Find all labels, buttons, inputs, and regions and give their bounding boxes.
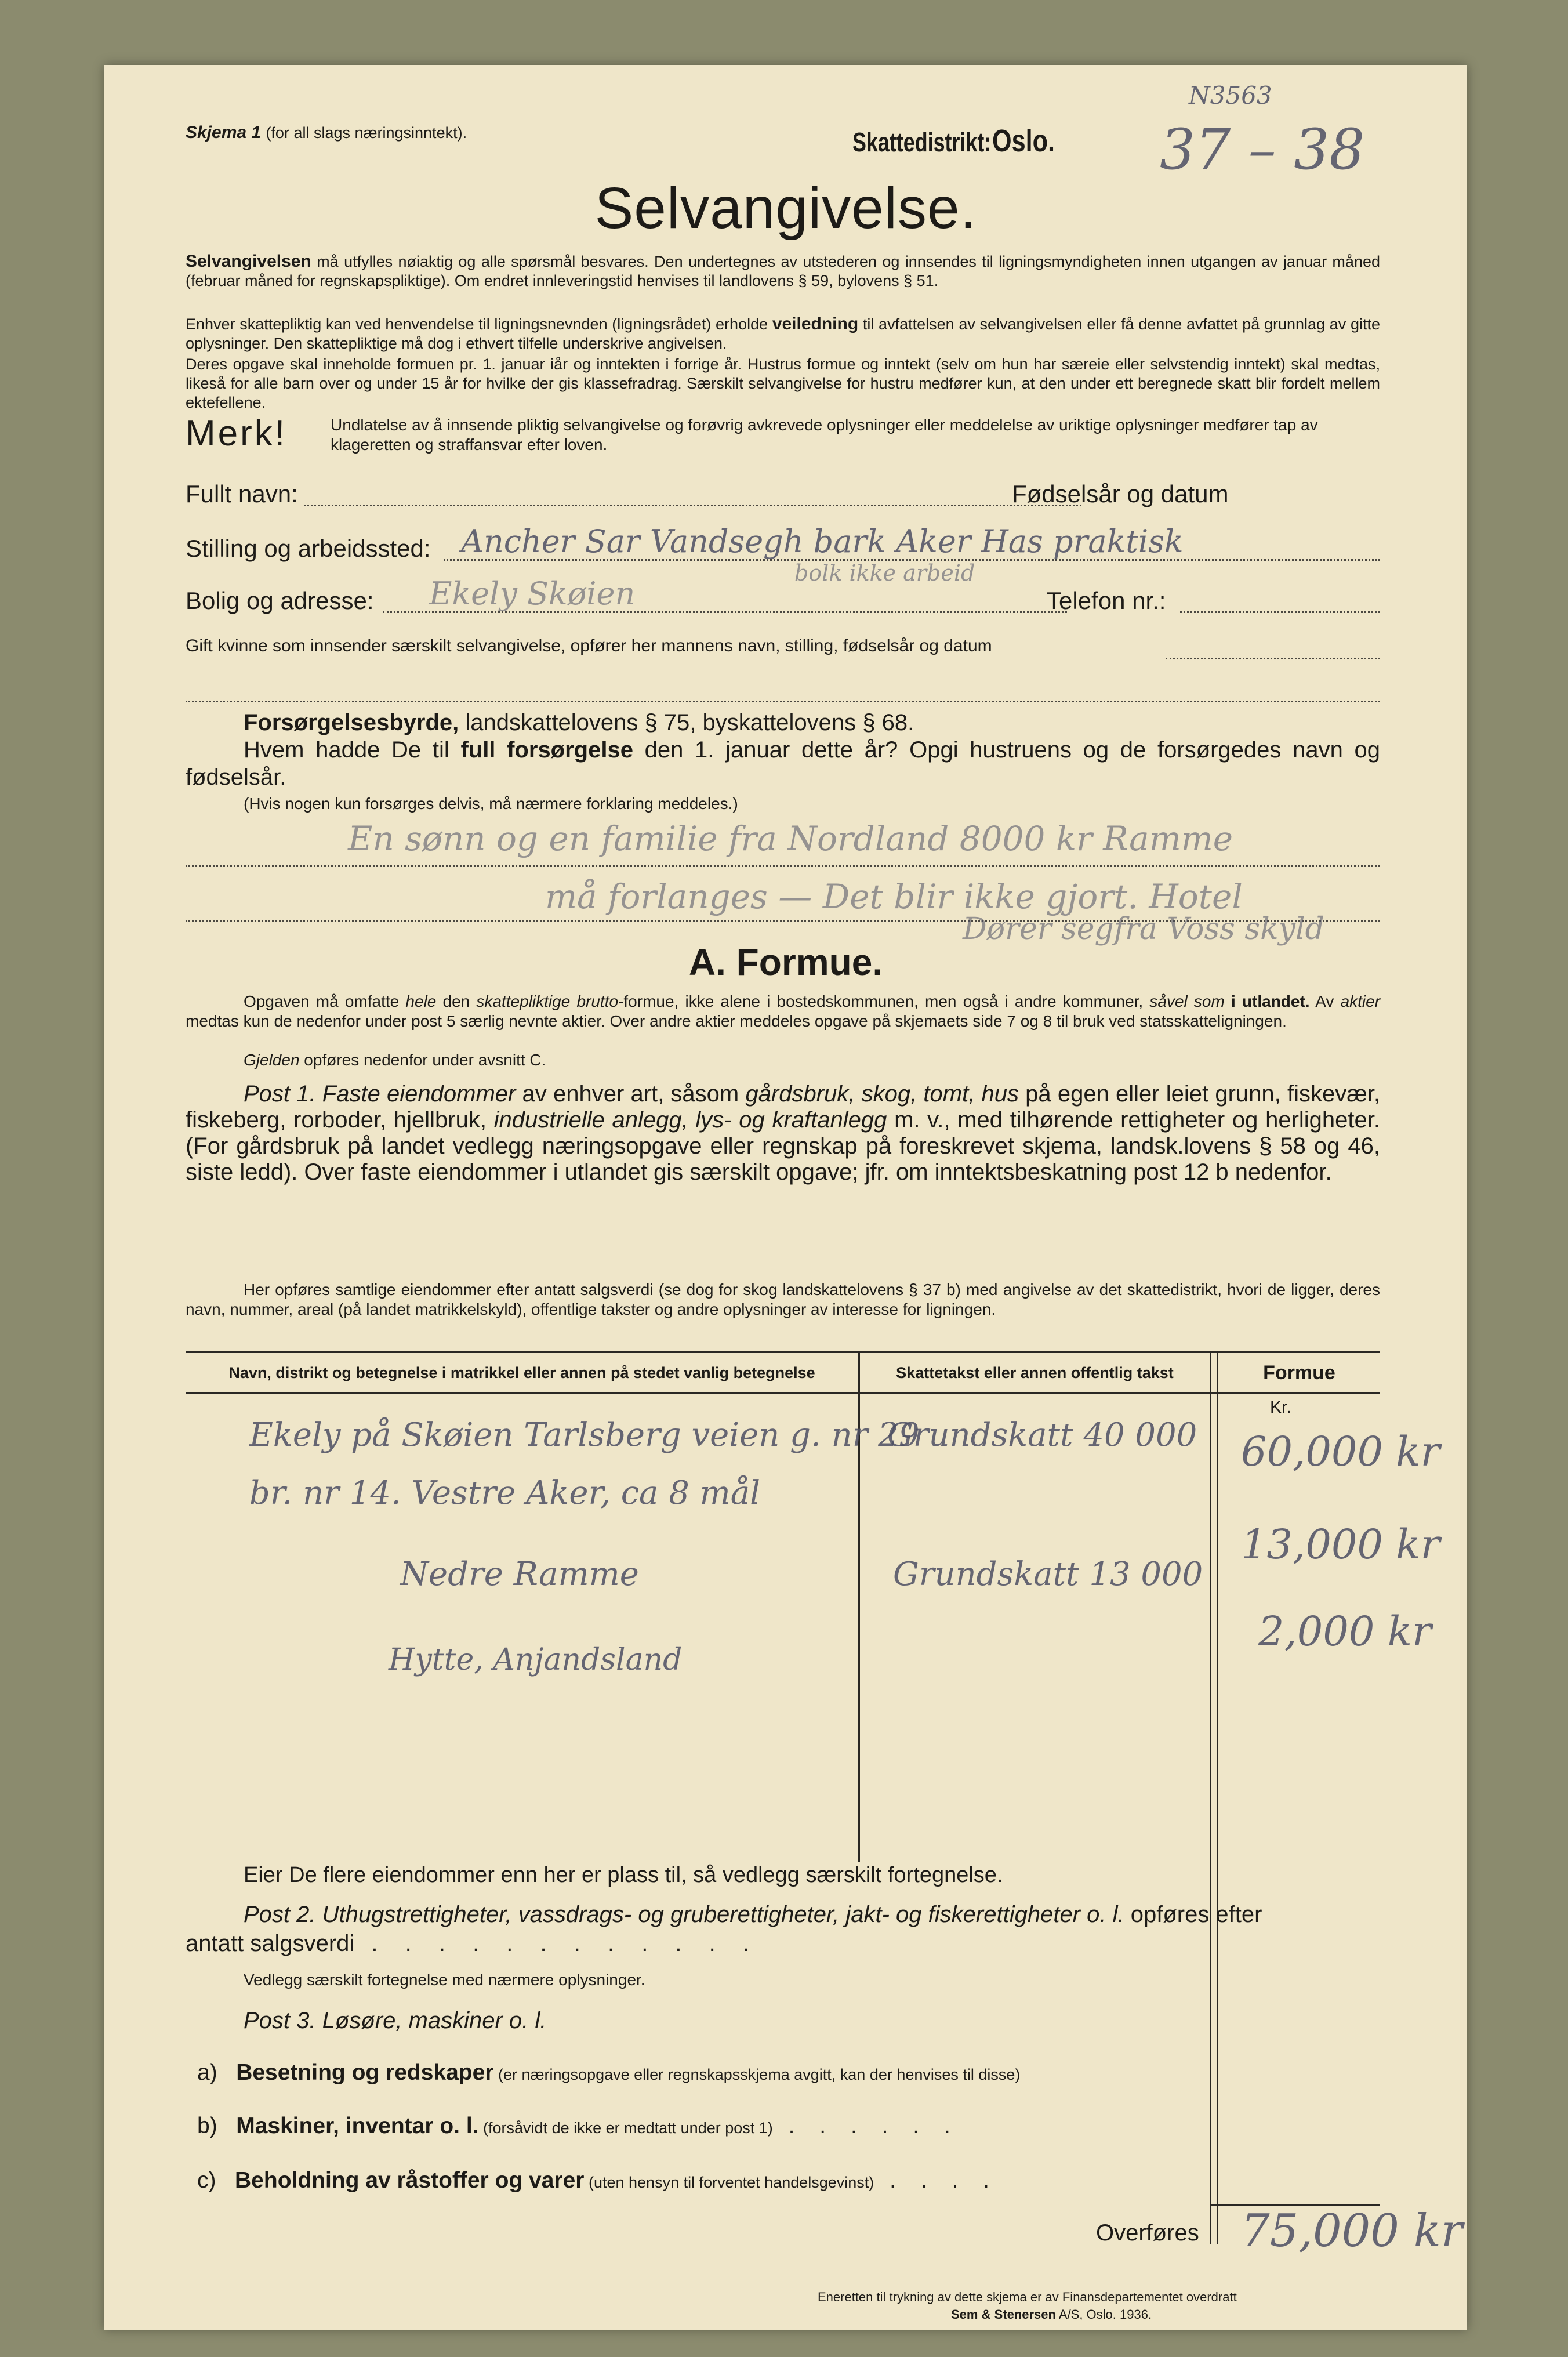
hw-formue-2: 13,000 kr — [1241, 1521, 1440, 1568]
table-currency: Kr. — [1270, 1398, 1291, 1417]
item-b-note: (forsåvidt de ikke er medtatt under post 1) — [478, 2119, 773, 2137]
footer-printer: Sem & Stenersen — [951, 2307, 1056, 2322]
item-c-note: (uten hensyn til forventet handelsgevinst) — [584, 2174, 874, 2191]
hw-property-1: Ekely på Skøien Tarlsberg veien g. nr 29 — [249, 1416, 920, 1454]
married-woman-field[interactable] — [1166, 658, 1380, 659]
footer-line-1: Eneretten til trykning av dette skjema er av Finansdepartementet overdratt — [818, 2290, 1237, 2304]
section-a-skattepliktige: skattepliktige brutto — [476, 992, 619, 1010]
section-a-hele: hele — [405, 992, 437, 1010]
item-c-letter: c) — [197, 2168, 216, 2193]
page-title: Selvangivelse. — [594, 176, 977, 241]
hw-tax-value-1: Grundskatt 40 000 — [887, 1416, 1197, 1454]
intro-text-1: må utfylles nøiaktig og alle spørsmål besvares. Den undertegnes av utstederen og innsendes til ligningsmyndigheten innen utgangen av januar måned (februar måned for regnskapspliktige). Om endret innleveringstid henvises til landlovens § 59, bylovens § 51. — [186, 253, 1380, 289]
section-a-title: A. Formue. — [688, 941, 883, 983]
hw-support-2: må forlanges — Det blir ikke gjort. Hotel — [545, 877, 1243, 916]
table-col-divider-3 — [1217, 1351, 1218, 2244]
tax-district — [852, 123, 1070, 159]
post-3-label: Post 3. — [244, 2008, 316, 2033]
intro-lead: Selvangivelsen — [186, 252, 311, 271]
section-a-intro — [186, 992, 1380, 1031]
intro-paragraph-1 — [186, 252, 1380, 291]
occupation-label: Stilling og arbeidssted: — [186, 535, 431, 562]
hw-year: 37 – 38 — [1160, 117, 1365, 182]
table-header-col1: Navn, distrikt og betegnelse i matrikkel eller annen på stedet vanlig betegnelse — [228, 1364, 815, 1381]
form-scope: (for all slags næringsinntekt). — [266, 124, 467, 142]
table-header-border — [186, 1392, 1380, 1394]
post-1-note — [186, 1280, 1380, 1319]
intro-text-3: Deres opgave skal inneholde formuen pr. 1. januar iår og inntekten i forrige år. Hustrus formue og inntekt (selv om hun har særeie eller selvstendig inntekt) skal medtas, likeså for alle barn over og under 15 år for hvilke der gis klassefradrag. Særskilt selvangivelse for hustru medfører kun, at den under ett beregnede skatt blir fordelt mellem ektefellene. — [186, 356, 1380, 411]
item-b-title: Maskiner, inventar o. l. — [236, 2113, 479, 2138]
birth-label: Fødselsår og datum — [1012, 480, 1229, 507]
item-c — [197, 2168, 999, 2193]
married-woman-field-2[interactable] — [186, 701, 1380, 702]
footer-line-2 — [951, 2307, 1152, 2322]
post-3-title: Løsøre, maskiner o. l. — [322, 2008, 547, 2033]
intro-paragraph-3 — [186, 355, 1380, 412]
table-top-border — [186, 1351, 1380, 1353]
hw-property-2: br. nr 14. Vestre Aker, ca 8 mål — [249, 1474, 761, 1512]
section-a-gjelden: Gjelden — [244, 1051, 300, 1069]
table-col-divider-2 — [1210, 1351, 1211, 2244]
merk-label: Merk! — [186, 414, 287, 454]
hw-tax-value-2: Grundskatt 13 000 — [893, 1555, 1203, 1593]
post-2-leader: . . . . . . . . . . . . — [354, 1931, 760, 1956]
section-a-text-2: den — [436, 992, 477, 1010]
post-1-text-b: på egen eller leiet grunn, fiskevær, fiskeberg, rorboder, hjellbruk, — [186, 1081, 1380, 1133]
section-a-text-3: -formue, ikke alene i bostedskommunen, men også i andre kommuner, — [618, 992, 1150, 1010]
item-a-title: Besetning og redskaper — [236, 2060, 494, 2085]
carry-forward-label: Overføres — [1096, 2220, 1199, 2246]
support-heading-bold: Forsørgelsesbyrde, — [244, 710, 459, 735]
item-a-letter: a) — [197, 2060, 217, 2085]
section-a-aktier: aktier — [1340, 992, 1381, 1010]
section-a-text-5: medtas kun de nedenfor under post 5 særlig nevnte aktier. Over andre aktier meddeles opgave på skjemaets side 7 og 8 til bruk ved statsskatteligningen. — [186, 1012, 1287, 1030]
section-a-debt-rest: opføres nedenfor under avsnitt C. — [299, 1051, 546, 1069]
hw-support-3: Dører segfra Voss skyld — [963, 912, 1324, 947]
support-question-bold: full forsørgelse — [460, 737, 633, 763]
footer-printer-rest: A/S, Oslo. 1936. — [1055, 2307, 1152, 2322]
section-a-savel: såvel som — [1149, 992, 1225, 1010]
post-2-label: Post 2. — [244, 1902, 316, 1927]
post-3 — [244, 2008, 546, 2034]
table-header-col3: Formue — [1263, 1362, 1335, 1384]
form-id-text: Skjema 1 — [186, 123, 262, 142]
support-heading-rest: landskattelovens § 75, byskattelovens § 68. — [459, 710, 914, 735]
phone-field[interactable] — [1180, 611, 1380, 613]
intro-text-2b: til avfattelsen av selvangivelsen eller få denne avfattet på grunnlag av gitte oplysninger. Den skattepliktige må dog i ethvert tilfelle underskrive angivelsen. — [186, 316, 1380, 352]
hw-address: Ekely Skøien — [429, 575, 636, 612]
full-name-label: Fullt navn: — [186, 480, 298, 507]
post-1-text-c: m. v., med tilhørende rettigheter og herligheter. (For gårdsbruk på landet vedlegg næringsopgave eller regnskap på foreskrevet skjema, landsk.lovens § 58 og 46, siste ledd). Over faste eiendommer i utlandet gis særskilt opgave; jfr. om inntektsbeskatning post 12 b nedenfor. — [186, 1107, 1380, 1185]
post-2 — [186, 1900, 1287, 1958]
support-question-a: Hvem hadde De til — [244, 737, 461, 763]
support-note: (Hvis nogen kun forsørges delvis, må nærmere forklaring meddeles.) — [244, 795, 738, 813]
section-a-text-1: Opgaven må omfatte — [244, 992, 406, 1010]
tax-district-label: Skattedistrikt: — [852, 127, 992, 157]
post-1-italic-2: industrielle anlegg, lys- og kraftanlegg — [493, 1107, 887, 1133]
full-name-field[interactable] — [304, 505, 1081, 506]
support-field-1[interactable] — [186, 865, 1380, 867]
item-a — [197, 2060, 1020, 2086]
post-1-text — [186, 1081, 1380, 1185]
item-b — [197, 2113, 960, 2139]
hw-formue-1: 60,000 kr — [1241, 1428, 1440, 1475]
form-sheet — [104, 65, 1467, 2330]
item-c-leader: . . . . — [874, 2168, 999, 2193]
hw-occupation-sub: bolk ikke arbeid — [794, 560, 975, 586]
section-a-text-4: Av — [1309, 992, 1341, 1010]
form-id — [186, 123, 467, 143]
intro-paragraph-2 — [186, 314, 1380, 353]
hw-occupation: Ancher Sar Vandsegh bark Aker Has praktisk — [461, 523, 1184, 560]
support-question — [186, 737, 1380, 791]
hw-support-1: En sønn og en familie fra Nordland 8000 kr Ramme — [348, 819, 1233, 858]
post-2-title: Uthugstrettigheter, vassdrags- og gruberettigheter, jakt- og fiskerettigheter o. l. — [322, 1902, 1124, 1927]
phone-label: Telefon nr.: — [1047, 587, 1166, 614]
support-heading — [244, 710, 914, 736]
item-b-leader: . . . . . . — [772, 2113, 960, 2138]
intro-text-2a: Enhver skattepliktig kan ved henvendelse til ligningsnevnden (ligningsrådet) erholde — [186, 316, 772, 333]
hw-property-3: Nedre Ramme — [400, 1555, 639, 1593]
tax-district-name: Oslo. — [992, 124, 1055, 158]
section-a-space — [1225, 992, 1231, 1010]
hw-archive-number: N3563 — [1189, 81, 1272, 110]
hw-total: 75,000 kr — [1241, 2205, 1463, 2257]
hw-formue-3: 2,000 kr — [1258, 1608, 1432, 1655]
merk-text: Undlatelse av å innsende pliktig selvangivelse og forøvrig avkrevede oplysninger eller meddelelse av uriktige oplysninger medfører tap av klageretten og straffansvar efter loven. — [331, 416, 1318, 454]
table-header-col2: Skattetakst eller annen offentlig takst — [896, 1364, 1174, 1381]
item-c-title: Beholdning av råstoffer og varer — [235, 2168, 585, 2193]
post-2-rest: opføres efter antatt salgsverdi — [186, 1902, 1262, 1956]
address-label: Bolig og adresse: — [186, 587, 374, 614]
intro-text-2-bold: veiledning — [772, 314, 859, 333]
section-a-utlandet: i utlandet. — [1231, 992, 1310, 1010]
post-1-note-text: Her opføres samtlige eiendommer efter antatt salgsverdi (se dog for skog landskattelovens § 37 b) med angivelse av det skattedistrikt, hvori de ligger, deres navn, nummer, areal (på landet matrikkelskyld), offentlige takster og andre oplysninger av interesse for ligningen. — [186, 1281, 1380, 1318]
married-woman-note: Gift kvinne som innsender særskilt selvangivelse, opfører her mannens navn, stilling, fødselsår og datum — [186, 636, 992, 655]
section-a-debt — [244, 1051, 546, 1069]
support-question-b: den 1. januar dette år? Opgi hustruens og de forsørgedes navn og fødselsår. — [186, 737, 1380, 790]
more-properties-note: Eier De flere eiendommer enn her er plass til, så vedlegg særskilt fortegnelse. — [244, 1863, 1003, 1887]
post-1-italic-1: gårdsbruk, skog, tomt, hus — [745, 1081, 1019, 1107]
post-1-text-a: av enhver art, såsom — [516, 1081, 746, 1107]
post-1-label: Post 1. — [244, 1081, 316, 1107]
hw-property-4: Hytte, Anjandsland — [389, 1642, 683, 1677]
post-1-title: Faste eiendommer — [322, 1081, 516, 1107]
item-a-note: (er næringsopgave eller regnskapsskjema avgitt, kan der henvises til disse) — [493, 2066, 1021, 2083]
post-2-note: Vedlegg særskilt fortegnelse med nærmere oplysninger. — [244, 1971, 645, 1989]
item-b-letter: b) — [197, 2113, 217, 2138]
